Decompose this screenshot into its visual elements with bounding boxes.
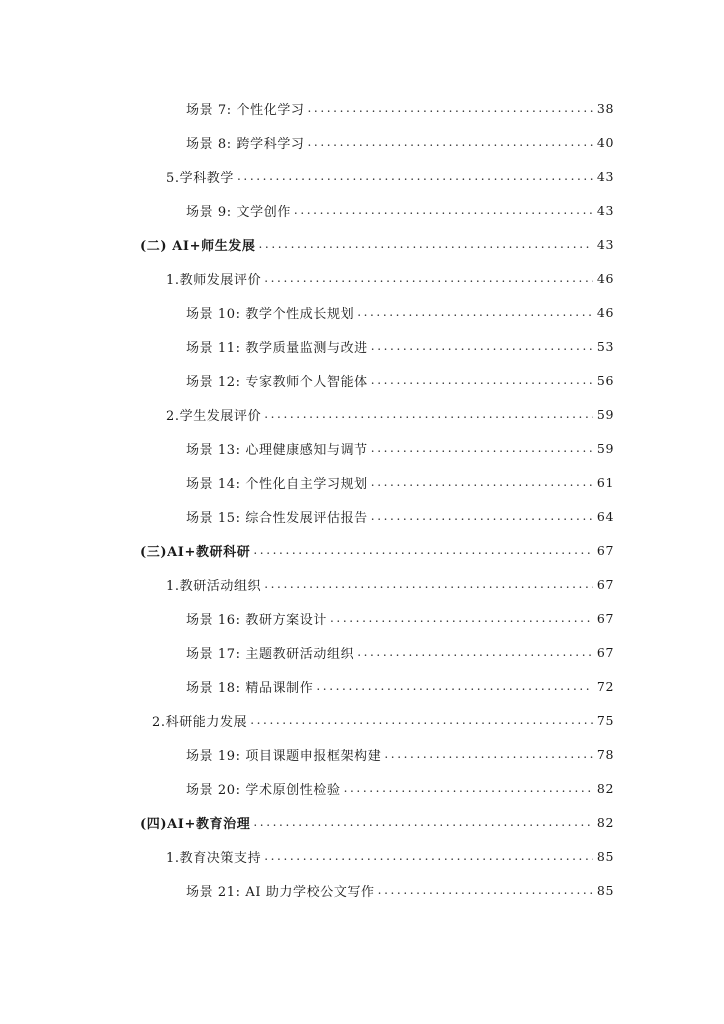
- toc-entry-scene-10[interactable]: [186, 300, 614, 324]
- toc-leader-dots: [316, 679, 593, 693]
- toc-leader-dots: [294, 203, 593, 217]
- toc-entry-page: 38: [596, 100, 614, 116]
- toc-entry-scene-8[interactable]: [186, 130, 614, 154]
- toc-entry-title: 2.科研能力发展: [152, 714, 248, 730]
- toc-leader-dots: [384, 747, 593, 761]
- toc-entry-page: 46: [596, 270, 614, 286]
- toc-entry-title: 2.学生发展评价: [166, 408, 262, 424]
- toc-leader-dots: [264, 407, 593, 421]
- toc-entry-title: 场景 12: 专家教师个人智能体: [186, 374, 368, 390]
- toc-entry-title: 场景 7: 个性化学习: [186, 102, 305, 118]
- toc-entry-page: 75: [596, 712, 614, 728]
- toc-entry-page: 64: [596, 508, 614, 524]
- toc-entry-title: 场景 13: 心理健康感知与调节: [186, 442, 368, 458]
- toc-entry-title: 场景 19: 项目课题申报框架构建: [186, 748, 382, 764]
- toc-entry-page: 43: [596, 168, 614, 184]
- toc-entry-scene-11[interactable]: [186, 334, 614, 358]
- toc-leader-dots: [308, 101, 593, 115]
- toc-leader-dots: [250, 713, 593, 727]
- toc-leader-dots: [237, 169, 593, 183]
- toc-entry-page: 43: [596, 236, 614, 252]
- toc-entry-title: 场景 16: 教研方案设计: [186, 612, 327, 628]
- toc-entry-page: 56: [596, 372, 614, 388]
- toc-leader-dots: [357, 645, 593, 659]
- toc-entry-scene-7[interactable]: [186, 96, 614, 120]
- toc-entry-title: (四)AI+教育治理: [140, 816, 251, 832]
- toc-entry-section-3[interactable]: [140, 538, 614, 562]
- toc-leader-dots: [253, 815, 593, 829]
- toc-entry-page: 59: [596, 440, 614, 456]
- toc-entry-decision-support[interactable]: [166, 844, 614, 868]
- toc-entry-scene-15[interactable]: [186, 504, 614, 528]
- toc-leader-dots: [264, 577, 593, 591]
- toc-entry-research-activity[interactable]: [166, 572, 614, 596]
- toc-entry-title: 场景 14: 个性化自主学习规划: [186, 476, 368, 492]
- toc-leader-dots: [378, 883, 593, 897]
- toc-entry-scene-19[interactable]: [186, 742, 614, 766]
- toc-leader-dots: [371, 339, 593, 353]
- toc-entry-scene-9[interactable]: [186, 198, 614, 222]
- toc-entry-scene-21[interactable]: [186, 878, 614, 902]
- toc-entry-page: 78: [596, 746, 614, 762]
- toc-entry-title: (二) AI+师生发展: [140, 238, 256, 254]
- toc-entry-scene-12[interactable]: [186, 368, 614, 392]
- toc-leader-dots: [264, 271, 593, 285]
- toc-entry-page: 82: [596, 780, 614, 796]
- toc-entry-page: 61: [596, 474, 614, 490]
- toc-entry-page: 67: [596, 576, 614, 592]
- toc-leader-dots: [344, 781, 593, 795]
- toc-entry-title: 场景 20: 学术原创性检验: [186, 782, 341, 798]
- toc-entry-page: 67: [596, 644, 614, 660]
- toc-leader-dots: [371, 509, 593, 523]
- toc-leader-dots: [264, 849, 593, 863]
- toc-leader-dots: [308, 135, 593, 149]
- toc-leader-dots: [259, 237, 593, 251]
- toc-leader-dots: [371, 373, 593, 387]
- toc-entry-title: 1.教师发展评价: [166, 272, 262, 288]
- toc-entry-page: 82: [596, 814, 614, 830]
- toc-entry-page: 46: [596, 304, 614, 320]
- toc-entry-title: 场景 9: 文学创作: [186, 204, 291, 220]
- toc-entry-subject-teaching[interactable]: [166, 164, 614, 188]
- toc-leader-dots: [371, 441, 593, 455]
- toc-entry-page: 85: [596, 882, 614, 898]
- toc-entry-page: 67: [596, 542, 614, 558]
- toc-entry-scene-18[interactable]: [186, 674, 614, 698]
- toc-entry-title: 场景 21: AI 助力学校公文写作: [186, 884, 375, 900]
- toc-entry-title: 1.教育决策支持: [166, 850, 262, 866]
- toc-leader-dots: [371, 475, 593, 489]
- toc-entry-page: 85: [596, 848, 614, 864]
- toc-entry-title: 场景 10: 教学个性成长规划: [186, 306, 355, 322]
- toc-leader-dots: [330, 611, 593, 625]
- toc-entry-student-evaluation[interactable]: [166, 402, 614, 426]
- toc-entry-title: (三)AI+教研科研: [140, 544, 251, 560]
- toc-entry-scene-17[interactable]: [186, 640, 614, 664]
- toc-entry-page: 67: [596, 610, 614, 626]
- toc-entry-section-2[interactable]: [140, 232, 614, 256]
- toc-entry-page: 72: [596, 678, 614, 694]
- toc-entry-title: 1.教研活动组织: [166, 578, 262, 594]
- toc-entry-page: 53: [596, 338, 614, 354]
- toc-entry-scene-20[interactable]: [186, 776, 614, 800]
- toc-entry-scene-16[interactable]: [186, 606, 614, 630]
- toc-entry-title: 场景 8: 跨学科学习: [186, 136, 305, 152]
- toc-entry-page: 59: [596, 406, 614, 422]
- toc-entry-title: 场景 11: 教学质量监测与改进: [186, 340, 368, 356]
- toc-entry-title: 场景 15: 综合性发展评估报告: [186, 510, 368, 526]
- toc-entry-teacher-evaluation[interactable]: [166, 266, 614, 290]
- toc-entry-title: 5.学科教学: [166, 170, 235, 186]
- toc-entry-scene-14[interactable]: [186, 470, 614, 494]
- toc-entry-research-ability[interactable]: [152, 708, 614, 732]
- toc-entry-page: 40: [596, 134, 614, 150]
- toc-entry-title: 场景 17: 主题教研活动组织: [186, 646, 355, 662]
- toc-entry-section-4[interactable]: [140, 810, 614, 834]
- toc-leader-dots: [253, 543, 593, 557]
- toc-entry-title: 场景 18: 精品课制作: [186, 680, 314, 696]
- toc-entry-scene-13[interactable]: [186, 436, 614, 460]
- toc-entry-page: 43: [596, 202, 614, 218]
- toc-leader-dots: [357, 305, 593, 319]
